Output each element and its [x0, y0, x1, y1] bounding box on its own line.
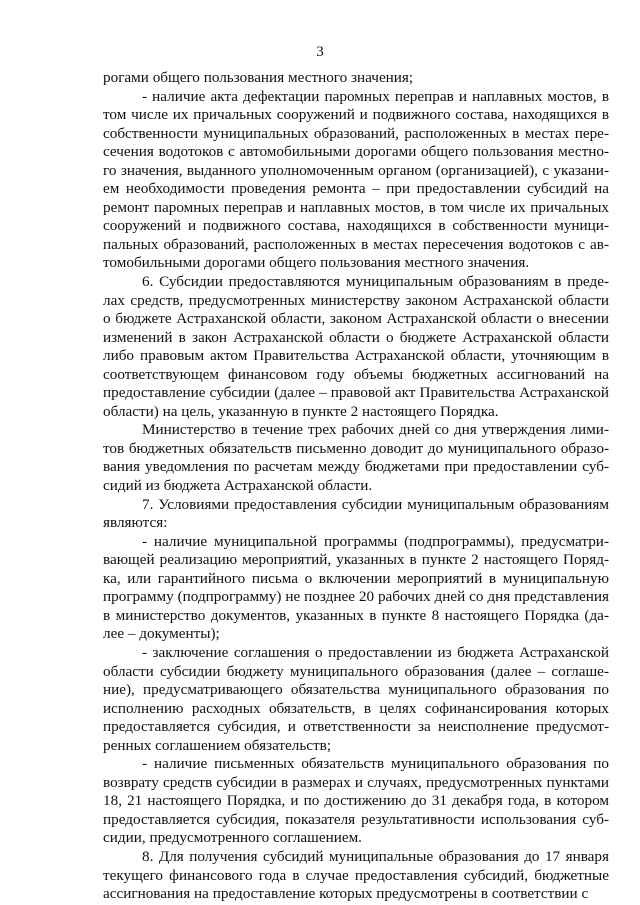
- paragraph-clause-6: 6. Субсидии предоставляются муниципальным образованиям в пределах средств, предусмотренных министерству законом Астраханской области о бюджете Астраханской области, законом Астраханской области о внесении изменений в закон Астраханской области о бюджете Астраханской области либо правовым актом Правительства Астраханской области, уточняющим в соответствующем финансовом году объемы бюджетных ассигнований на предоставление субсидии (далее – правовой акт Правительства Астраханской области) на цель, указанную в пункте 2 настоящего Порядка.: [103, 273, 609, 420]
- paragraph-clause-7: 7. Условиями предоставления субсидии муниципальным образованиям являются:: [103, 495, 609, 532]
- paragraph-continuation: рогами общего пользования местного значения;: [103, 69, 414, 86]
- page-number: 3: [316, 44, 324, 60]
- document-body: [103, 69, 609, 904]
- paragraph-municipal-program: - наличие муниципальной программы (подпрограммы), предусматривающей реализацию мероприятий, указанных в пункте 2 настоящего Порядка, или гарантийного письма о включении мероприятий в муниципальную программу (подпрограмму) не позднее 20 рабочих дней со дня представления в министерство документов, указанных в пункте 8 настоящего Порядка (далее – документы);: [103, 532, 609, 643]
- paragraph-defect-act: - наличие акта дефектации паромных переправ и наплавных мостов, в том числе их причальных сооружений и подвижного состава, находящихся в собственности муниципальных образований, расположенных в местах пересечения водотоков с автомобильными дорогами общего пользования местного значения, выданного уполномоченным органом (организацией), с указанием необходимости проведения ремонта – при предоставлении субсидий на ремонт паромных переправ и наплавных мостов, в том числе их причальных сооружений и подвижного состава, находящихся в собственности муниципальных образований, расположенных в местах пересечения водотоков с автомобильными дорогами общего пользования местного значения.: [103, 87, 609, 272]
- paragraph-ministry-notice: Министерство в течение трех рабочих дней со дня утверждения лимитов бюджетных обязательств письменно доводит до муниципального образования уведомления по расчетам между бюджетами при предоставлении субсидий из бюджета Астраханской области.: [103, 421, 609, 495]
- paragraph-agreement: - заключение соглашения о предоставлении из бюджета Астраханской области субсидии бюджету муниципального образования (далее – соглашение), предусматривающего обязательства муниципального образования по исполнению расходных обязательств, в целях софинансирования которых предоставляется субсидия, и ответственности за неисполнение предусмотренных соглашением обязательств;: [103, 643, 609, 754]
- paragraph-clause-8: 8. Для получения субсидий муниципальные образования до 17 января текущего финансового года в случае предоставления субсидий, бюджетные ассигнования на предоставление которых предусмотрены в соответствии с: [103, 847, 609, 903]
- paragraph-obligations: - наличие письменных обязательств муниципального образования по возврату средств субсидии в размерах и случаях, предусмотренных пунктами 18, 21 настоящего Порядка, и по достижению до 31 декабря года, в котором предоставляется субсидия, показателя результативности использования субсидии, предусмотренного соглашением.: [103, 755, 609, 847]
